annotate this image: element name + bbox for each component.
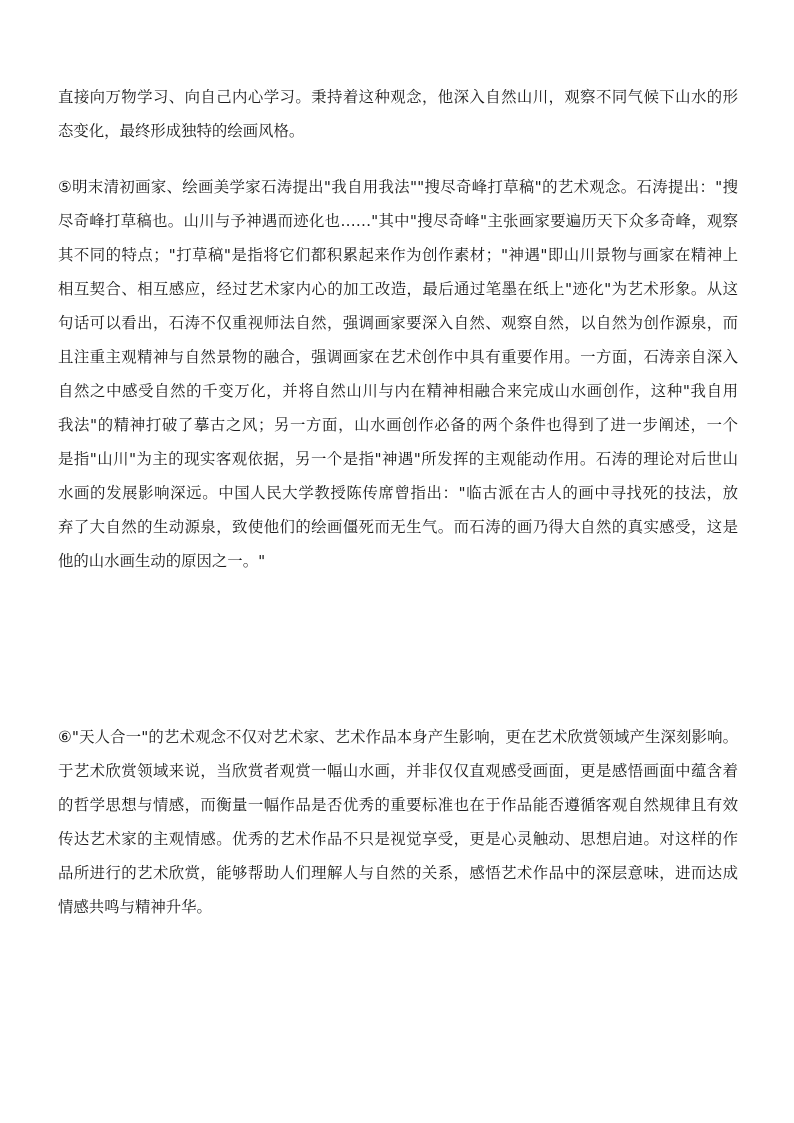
text-line: 品所进行的艺术欣赏，能够帮助人们理解人与自然的关系，感悟艺术作品中的深层意味，进而达成 — [58, 864, 738, 882]
text-line: 传达艺术家的主观情感。优秀的艺术作品不只是视觉享受，更是心灵触动、思想启迪。对这样的作 — [58, 830, 738, 848]
text-line: 水画的发展影响深远。中国人民大学教授陈传席曾指出："临古派在古人的画中寻找死的技法，放 — [58, 484, 738, 502]
text-line: 我法"的精神打破了摹古之风；另一方面，山水画创作必备的两个条件也得到了进一步阐述，一个 — [58, 416, 738, 434]
text-line: ⑥"天人合一"的艺术观念不仅对艺术家、艺术作品本身产生影响，更在艺术欣赏领域产生深刻影响。 — [58, 728, 738, 746]
text-line: 于艺术欣赏领域来说，当欣赏者观赏一幅山水画，并非仅仅直观感受画面，更是感悟画面中蕴含着 — [58, 762, 738, 780]
text-line: 的哲学思想与情感，而衡量一幅作品是否优秀的重要标准也在于作品能否遵循客观自然规律且有效 — [58, 796, 738, 814]
text-line: 弃了大自然的生动源泉，致使他们的绘画僵死而无生气。而石涛的画乃得大自然的真实感受，这是 — [58, 518, 738, 536]
text-line: 他的山水画生动的原因之一。" — [58, 552, 266, 570]
paragraph-5 — [58, 170, 738, 578]
text-line: 且注重主观精神与自然景物的融合，强调画家在艺术创作中具有重要作用。一方面，石涛亲自深入 — [58, 348, 738, 366]
text-line: 态变化，最终形成独特的绘画风格。 — [58, 122, 305, 140]
paragraph-continued — [58, 80, 738, 148]
text-line: 直接向万物学习、向自己内心学习。秉持着这种观念，他深入自然山川，观察不同气候下山水的形 — [58, 88, 738, 106]
text-line: 句话可以看出，石涛不仅重视师法自然，强调画家要深入自然、观察自然，以自然为创作源泉，而 — [58, 314, 738, 332]
text-line: 其不同的特点；"打草稿"是指将它们都积累起来作为创作素材；"神遇"即山川景物与画家在精神上 — [58, 246, 738, 264]
text-line: 情感共鸣与精神升华。 — [58, 898, 212, 916]
text-line: 尽奇峰打草稿也。山川与予神遇而迹化也……"其中"搜尽奇峰"主张画家要遍历天下众多奇峰，观察 — [58, 212, 738, 230]
paragraph-6 — [58, 720, 738, 924]
text-line: 自然之中感受自然的千变万化，并将自然山川与内在精神相融合来完成山水画创作，这种"我自用 — [58, 382, 738, 400]
text-line: 是指"山川"为主的现实客观依据，另一个是指"神遇"所发挥的主观能动作用。石涛的理论对后世山 — [58, 450, 738, 468]
text-line: ⑤明末清初画家、绘画美学家石涛提出"我自用我法""搜尽奇峰打草稿"的艺术观念。石涛提出："搜 — [58, 178, 738, 196]
text-line: 相互契合、相互感应，经过艺术家内心的加工改造，最后通过笔墨在纸上"迹化"为艺术形象。从这 — [58, 280, 738, 298]
